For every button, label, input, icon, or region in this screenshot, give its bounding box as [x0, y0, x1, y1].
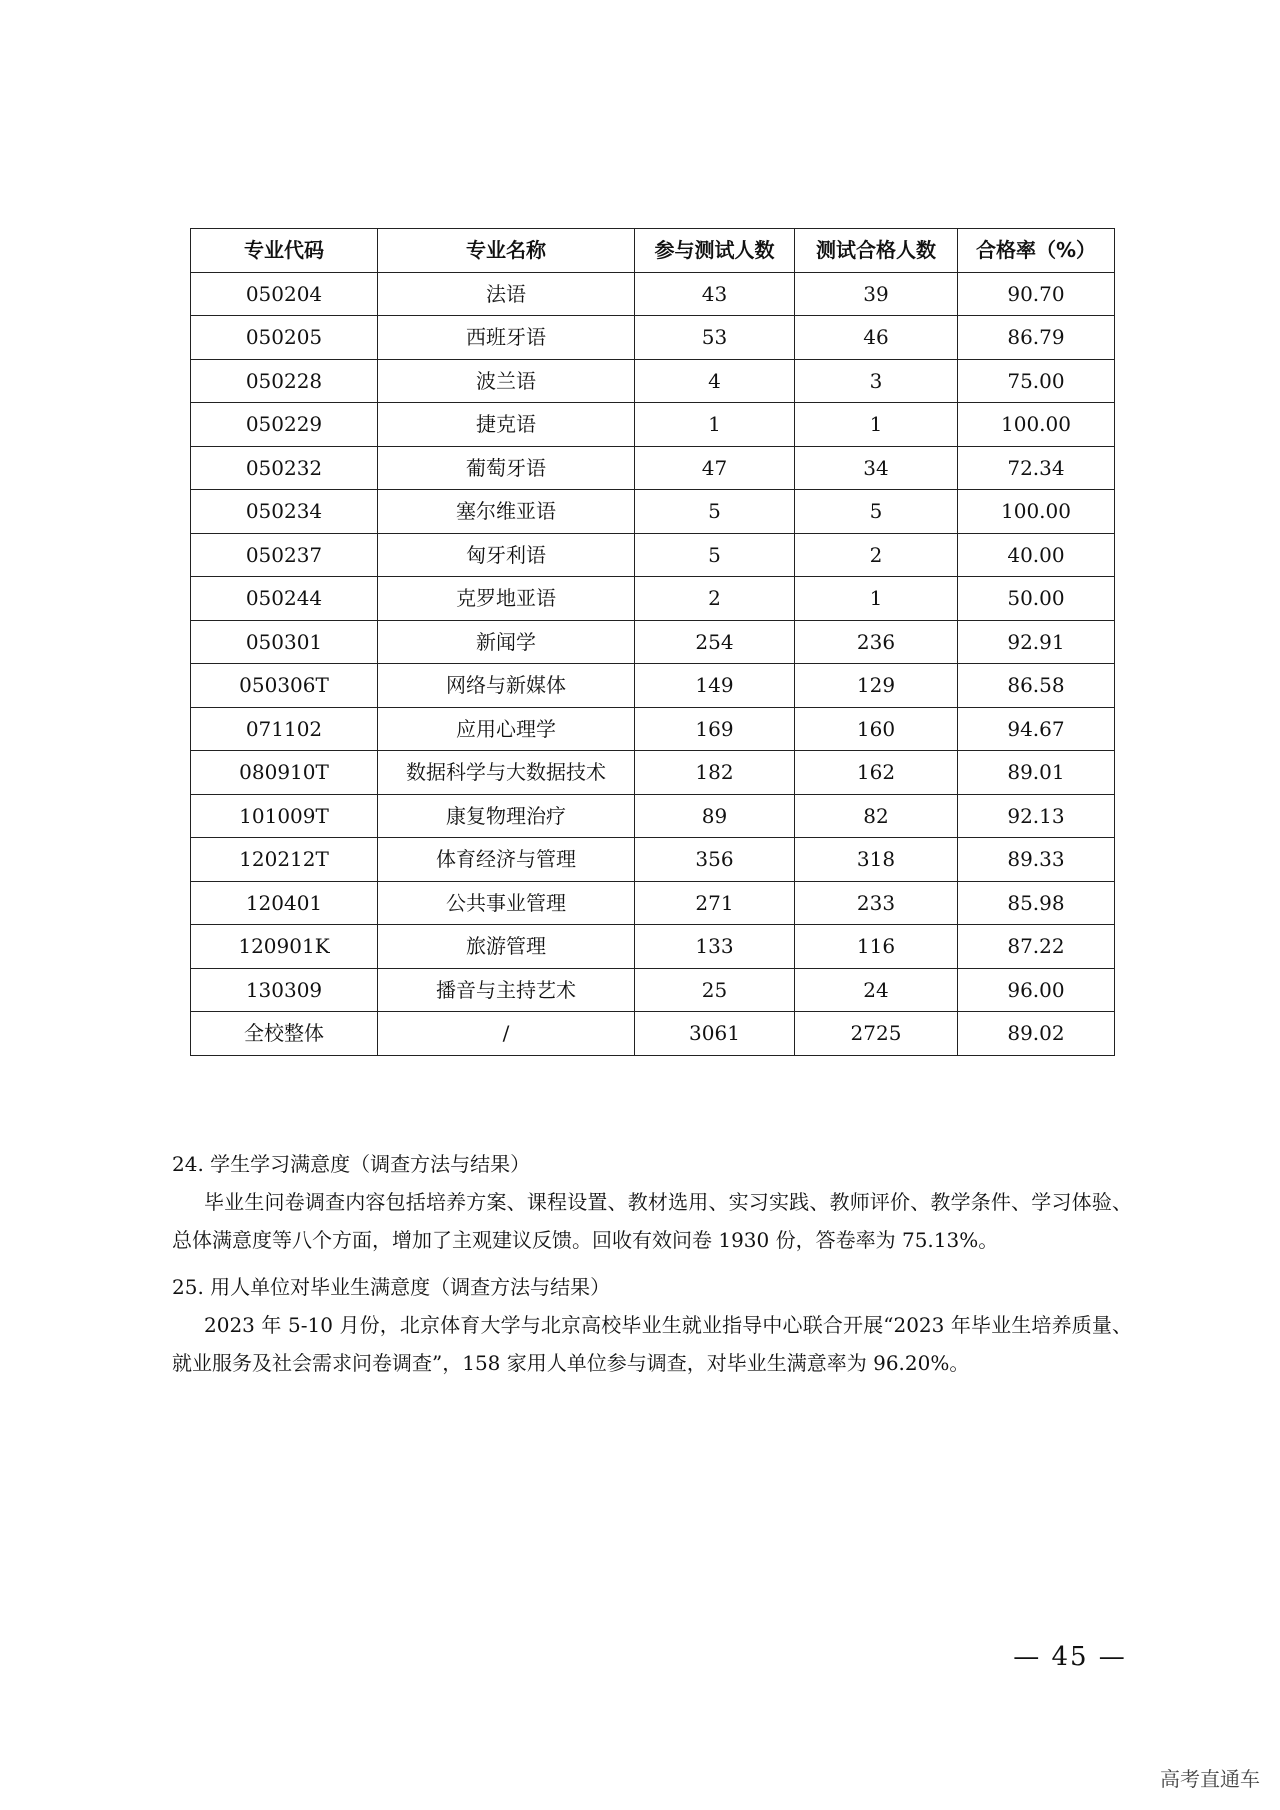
cell-participants: 47 [635, 446, 795, 490]
table-row [191, 925, 1115, 969]
cell-passed: 160 [795, 707, 958, 751]
cell-passed: 162 [795, 751, 958, 795]
cell-major-code: 080910T [191, 751, 378, 795]
cell-participants: 182 [635, 751, 795, 795]
cell-major-code: 050301 [191, 620, 378, 664]
cell-participants: 89 [635, 794, 795, 838]
cell-participants: 169 [635, 707, 795, 751]
table-body [191, 272, 1115, 1055]
cell-major-code: 050234 [191, 490, 378, 534]
table-row [191, 533, 1115, 577]
cell-pass-rate: 72.34 [958, 446, 1115, 490]
cell-passed: 3 [795, 359, 958, 403]
cell-passed: 236 [795, 620, 958, 664]
cell-major-name: 旅游管理 [378, 925, 635, 969]
cell-passed: 39 [795, 272, 958, 316]
cell-pass-rate: 92.91 [958, 620, 1115, 664]
cell-major-name: 塞尔维亚语 [378, 490, 635, 534]
cell-major-name: 康复物理治疗 [378, 794, 635, 838]
cell-passed: 2725 [795, 1012, 958, 1056]
cell-passed: 46 [795, 316, 958, 360]
watermark: 高考直通车 [1160, 1767, 1260, 1791]
cell-major-code: 120212T [191, 838, 378, 882]
cell-pass-rate: 86.79 [958, 316, 1115, 360]
cell-major-name: 网络与新媒体 [378, 664, 635, 708]
cell-major-code: 050237 [191, 533, 378, 577]
table-row [191, 707, 1115, 751]
section-employer-satisfaction [172, 1268, 1132, 1382]
section-paragraph: 毕业生问卷调查内容包括培养方案、课程设置、教材选用、实习实践、教师评价、教学条件、学习体验、总体满意度等八个方面，增加了主观建议反馈。回收有效问卷 1930 份，答卷率为 75.13%。 [172, 1190, 1132, 1252]
cell-major-name: 葡萄牙语 [378, 446, 635, 490]
cell-major-code: 120401 [191, 881, 378, 925]
cell-major-code: 050204 [191, 272, 378, 316]
table-row [191, 881, 1115, 925]
cell-major-code: 050306T [191, 664, 378, 708]
cell-passed: 24 [795, 968, 958, 1012]
section-student-satisfaction [172, 1145, 1132, 1259]
cell-pass-rate: 75.00 [958, 359, 1115, 403]
cell-participants: 3061 [635, 1012, 795, 1056]
cell-pass-rate: 100.00 [958, 403, 1115, 447]
cell-participants: 25 [635, 968, 795, 1012]
table-row [191, 794, 1115, 838]
cell-pass-rate: 50.00 [958, 577, 1115, 621]
cell-major-code: 101009T [191, 794, 378, 838]
cell-passed: 116 [795, 925, 958, 969]
cell-pass-rate: 92.13 [958, 794, 1115, 838]
cell-major-name: 应用心理学 [378, 707, 635, 751]
cell-passed: 1 [795, 577, 958, 621]
column-header-participants: 参与测试人数 [635, 229, 795, 273]
cell-major-name: 克罗地亚语 [378, 577, 635, 621]
cell-pass-rate: 85.98 [958, 881, 1115, 925]
cell-major-code: 120901K [191, 925, 378, 969]
cell-pass-rate: 100.00 [958, 490, 1115, 534]
table-row [191, 446, 1115, 490]
table-row [191, 577, 1115, 621]
cell-participants: 4 [635, 359, 795, 403]
cell-passed: 82 [795, 794, 958, 838]
cell-major-name: 播音与主持艺术 [378, 968, 635, 1012]
cell-participants: 2 [635, 577, 795, 621]
cell-major-code: 050228 [191, 359, 378, 403]
cell-participants: 133 [635, 925, 795, 969]
cell-participants: 1 [635, 403, 795, 447]
page-number: — 45 — [1013, 1642, 1127, 1672]
pass-rate-table [190, 228, 1115, 1056]
column-header-passed: 测试合格人数 [795, 229, 958, 273]
cell-participants: 53 [635, 316, 795, 360]
table-row [191, 359, 1115, 403]
cell-major-code: 050232 [191, 446, 378, 490]
cell-pass-rate: 40.00 [958, 533, 1115, 577]
table-row [191, 620, 1115, 664]
cell-major-code: 071102 [191, 707, 378, 751]
cell-passed: 1 [795, 403, 958, 447]
cell-major-code: 050229 [191, 403, 378, 447]
table-row [191, 490, 1115, 534]
cell-participants: 5 [635, 533, 795, 577]
cell-pass-rate: 94.67 [958, 707, 1115, 751]
cell-participants: 5 [635, 490, 795, 534]
cell-passed: 318 [795, 838, 958, 882]
cell-major-name: 捷克语 [378, 403, 635, 447]
section-heading: 25. 用人单位对毕业生满意度（调查方法与结果） [172, 1275, 611, 1299]
cell-passed: 233 [795, 881, 958, 925]
column-header-major-name: 专业名称 [378, 229, 635, 273]
cell-participants: 254 [635, 620, 795, 664]
table-row [191, 751, 1115, 795]
column-header-major-code: 专业代码 [191, 229, 378, 273]
cell-major-code: 050244 [191, 577, 378, 621]
cell-participants: 356 [635, 838, 795, 882]
column-header-pass-rate: 合格率（%） [958, 229, 1115, 273]
cell-major-name: 新闻学 [378, 620, 635, 664]
cell-major-code: 130309 [191, 968, 378, 1012]
cell-pass-rate: 96.00 [958, 968, 1115, 1012]
cell-major-name: 西班牙语 [378, 316, 635, 360]
cell-pass-rate: 87.22 [958, 925, 1115, 969]
cell-pass-rate: 89.33 [958, 838, 1115, 882]
cell-major-name: 数据科学与大数据技术 [378, 751, 635, 795]
table-row [191, 316, 1115, 360]
cell-pass-rate: 90.70 [958, 272, 1115, 316]
table-total-row [191, 1012, 1115, 1056]
cell-major-code: 全校整体 [191, 1012, 378, 1056]
cell-passed: 2 [795, 533, 958, 577]
cell-participants: 271 [635, 881, 795, 925]
cell-passed: 5 [795, 490, 958, 534]
table-header-row [191, 229, 1115, 273]
cell-major-name: 体育经济与管理 [378, 838, 635, 882]
cell-participants: 149 [635, 664, 795, 708]
table-row [191, 968, 1115, 1012]
section-heading: 24. 学生学习满意度（调查方法与结果） [172, 1152, 531, 1176]
cell-pass-rate: 86.58 [958, 664, 1115, 708]
cell-passed: 34 [795, 446, 958, 490]
cell-participants: 43 [635, 272, 795, 316]
cell-major-name: 匈牙利语 [378, 533, 635, 577]
table-row [191, 838, 1115, 882]
table-row [191, 403, 1115, 447]
cell-passed: 129 [795, 664, 958, 708]
cell-major-code: 050205 [191, 316, 378, 360]
table-row [191, 664, 1115, 708]
table-row [191, 272, 1115, 316]
cell-major-name: 法语 [378, 272, 635, 316]
section-paragraph: 2023 年 5-10 月份，北京体育大学与北京高校毕业生就业指导中心联合开展“2023 年毕业生培养质量、就业服务及社会需求问卷调查”，158 家用人单位参与调查，对毕业生满意率为 96.20%。 [172, 1313, 1132, 1375]
cell-pass-rate: 89.01 [958, 751, 1115, 795]
cell-major-name: 公共事业管理 [378, 881, 635, 925]
cell-major-name: / [378, 1012, 635, 1056]
cell-pass-rate: 89.02 [958, 1012, 1115, 1056]
cell-major-name: 波兰语 [378, 359, 635, 403]
